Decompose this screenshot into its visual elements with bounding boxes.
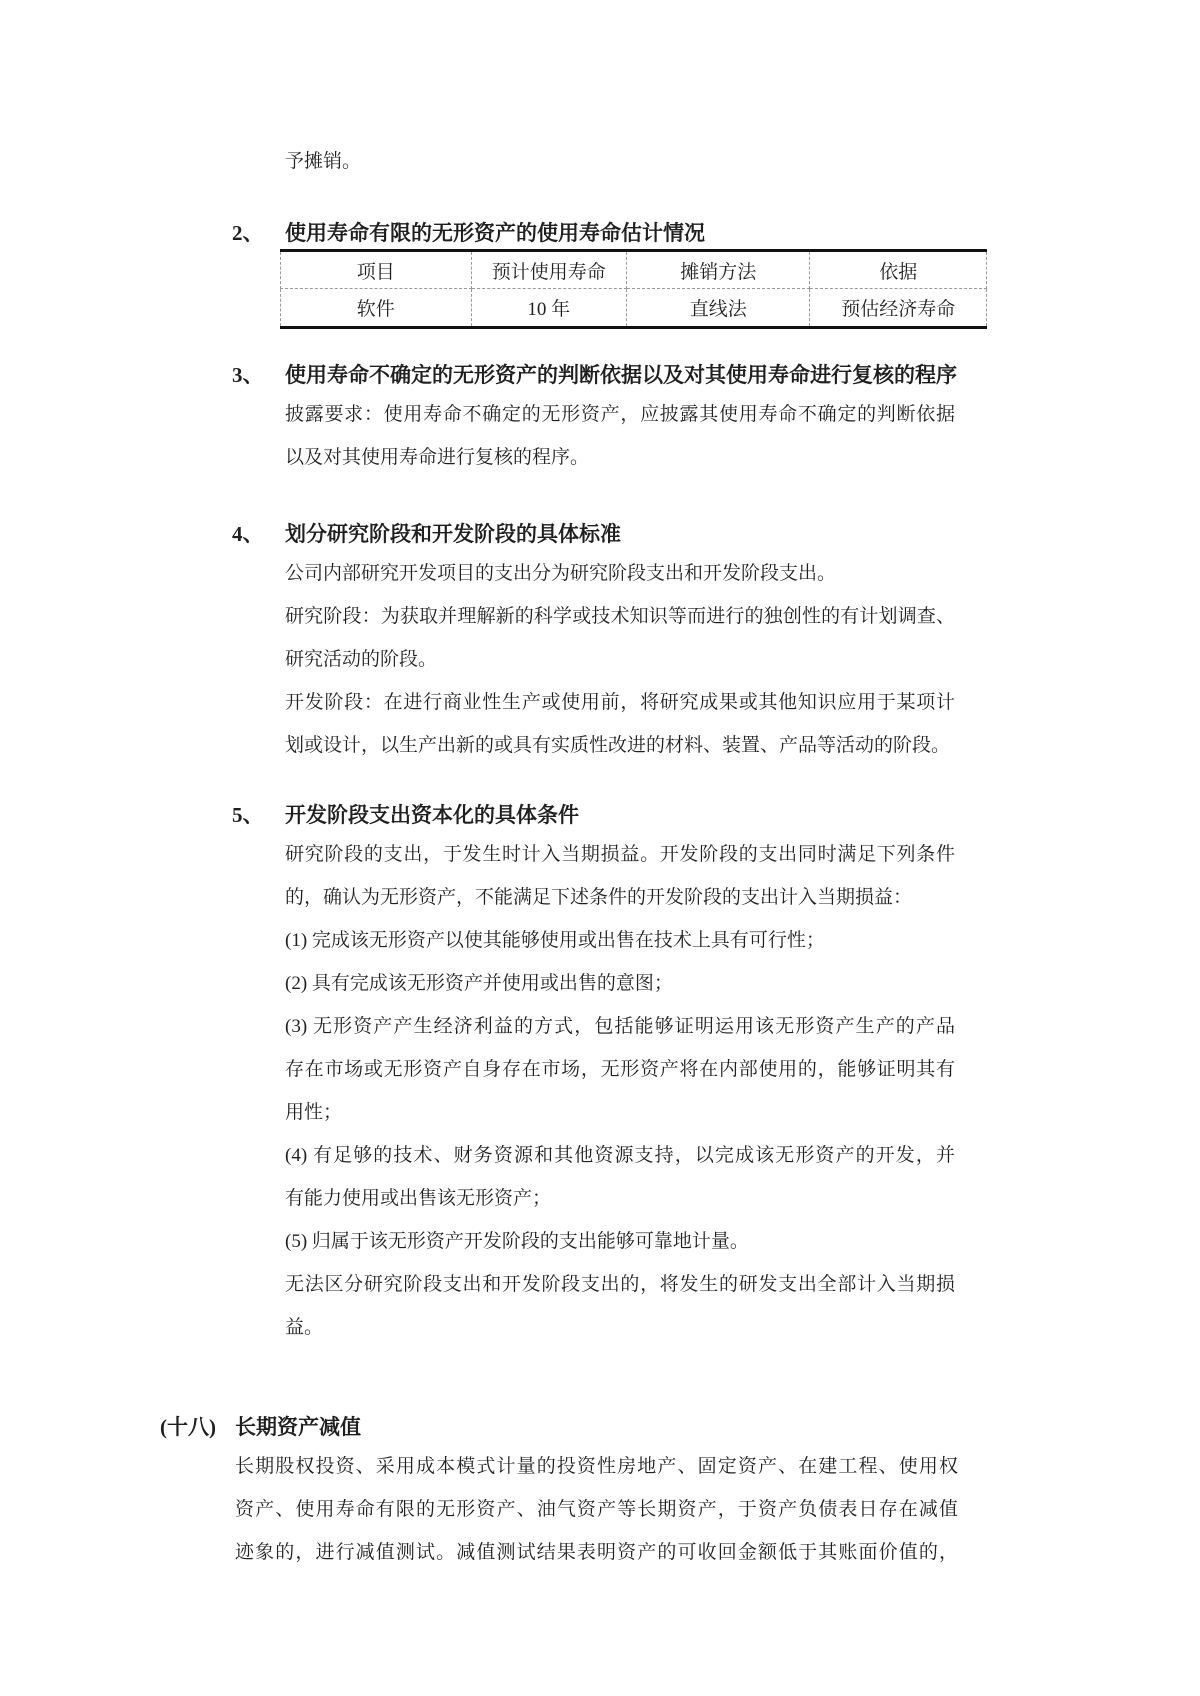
useful-life-table-wrap — [280, 249, 955, 329]
carryover-paragraph-line: 予摊销。 — [285, 151, 362, 172]
paragraph-line: 长期股权投资、采用成本模式计量的投资性房地产、固定资产、在建工程、使用权 — [235, 1456, 958, 1477]
section-4-heading — [232, 520, 955, 548]
table-cell-expected-life: 10 年 — [471, 289, 626, 328]
table-header-cell-basis: 依据 — [810, 251, 987, 289]
condition-item-line: 有能力使用或出售该无形资产； — [285, 1188, 552, 1209]
paragraph-line: 以及对其使用寿命进行复核的程序。 — [285, 447, 590, 468]
section-5-heading — [232, 801, 955, 829]
paragraph-line: 开发阶段：在进行商业性生产或使用前，将研究成果或其他知识应用于某项计 — [285, 692, 955, 713]
condition-item-line: (1) 完成该无形资产以使其能够使用或出售在技术上具有可行性； — [285, 930, 825, 951]
condition-item-line: (4) 有足够的技术、财务资源和其他资源支持，以完成该无形资产的开发，并 — [285, 1145, 955, 1166]
paragraph-line: 无法区分研究阶段支出和开发阶段支出的，将发生的研发支出全部计入当期损 — [285, 1274, 955, 1295]
paragraph-line: 划或设计，以生产出新的或具有实质性改进的材料、装置、产品等活动的阶段。 — [285, 735, 951, 756]
condition-item-line: (2) 具有完成该无形资产并使用或出售的意图； — [285, 973, 673, 994]
paragraph-line: 披露要求：使用寿命不确定的无形资产，应披露其使用寿命不确定的判断依据 — [285, 404, 955, 425]
section-4-title: 划分研究阶段和开发阶段的具体标准 — [285, 522, 621, 546]
section-18-title: 长期资产减值 — [235, 1415, 361, 1439]
condition-item-line: 存在市场或无形资产自身存在市场，无形资产将在内部使用的，能够证明其有 — [285, 1059, 955, 1080]
paragraph-line: 公司内部研究开发项目的支出分为研究阶段支出和开发阶段支出。 — [285, 563, 837, 584]
section-4-body — [285, 552, 955, 767]
section-4 — [232, 520, 955, 767]
condition-item-line: (3) 无形资产产生经济利益的方式，包括能够证明运用该无形资产生产的产品 — [285, 1016, 955, 1037]
paragraph-line: 资产、使用寿命有限的无形资产、油气资产等长期资产，于资产负债表日存在减值 — [235, 1499, 958, 1520]
section-3 — [232, 361, 957, 479]
table-header-cell-amortization-method: 摊销方法 — [626, 251, 810, 289]
section-3-body — [285, 393, 955, 479]
section-5-body — [285, 833, 955, 1349]
paragraph-line: 研究阶段：为获取并理解新的科学或技术知识等而进行的独创性的有计划调查、 — [285, 606, 955, 627]
section-4-number: 4、 — [232, 522, 264, 546]
paragraph-line: 研究活动的阶段。 — [285, 649, 438, 670]
useful-life-table — [280, 249, 987, 329]
section-3-number: 3、 — [232, 363, 264, 387]
section-18-heading — [160, 1413, 958, 1441]
table-header-cell-expected-life: 预计使用寿命 — [471, 251, 626, 289]
section-2 — [232, 219, 956, 329]
section-18-body — [235, 1445, 958, 1574]
paragraph-line: 研究阶段的支出，于发生时计入当期损益。开发阶段的支出同时满足下列条件 — [285, 844, 955, 865]
section-2-title: 使用寿命有限的无形资产的使用寿命估计情况 — [285, 221, 705, 245]
section-18 — [160, 1413, 958, 1574]
section-3-heading — [232, 361, 957, 389]
section-18-number: (十八) — [160, 1415, 216, 1439]
section-2-heading — [232, 219, 955, 247]
condition-item-line: 用性； — [285, 1102, 343, 1123]
section-5-number: 5、 — [232, 803, 264, 827]
section-5 — [232, 801, 955, 1349]
condition-item-line: (5) 归属于该无形资产开发阶段的支出能够可靠地计量。 — [285, 1231, 749, 1252]
paragraph-line: 益。 — [285, 1317, 324, 1338]
section-5-title: 开发阶段支出资本化的具体条件 — [285, 803, 579, 827]
paragraph-line: 的，确认为无形资产，不能满足下述条件的开发阶段的支出计入当期损益： — [285, 887, 913, 908]
table-header-row — [281, 251, 987, 289]
table-cell-amortization-method: 直线法 — [626, 289, 810, 328]
table-cell-basis: 预估经济寿命 — [810, 289, 987, 328]
section-2-number: 2、 — [232, 221, 264, 245]
table-header-cell-item: 项目 — [281, 251, 472, 289]
section-3-title: 使用寿命不确定的无形资产的判断依据以及对其使用寿命进行复核的程序 — [285, 363, 957, 387]
table-cell-item: 软件 — [281, 289, 472, 328]
paragraph-line: 迹象的，进行减值测试。减值测试结果表明资产的可收回金额低于其账面价值的， — [235, 1542, 958, 1563]
table-data-row — [281, 289, 987, 328]
